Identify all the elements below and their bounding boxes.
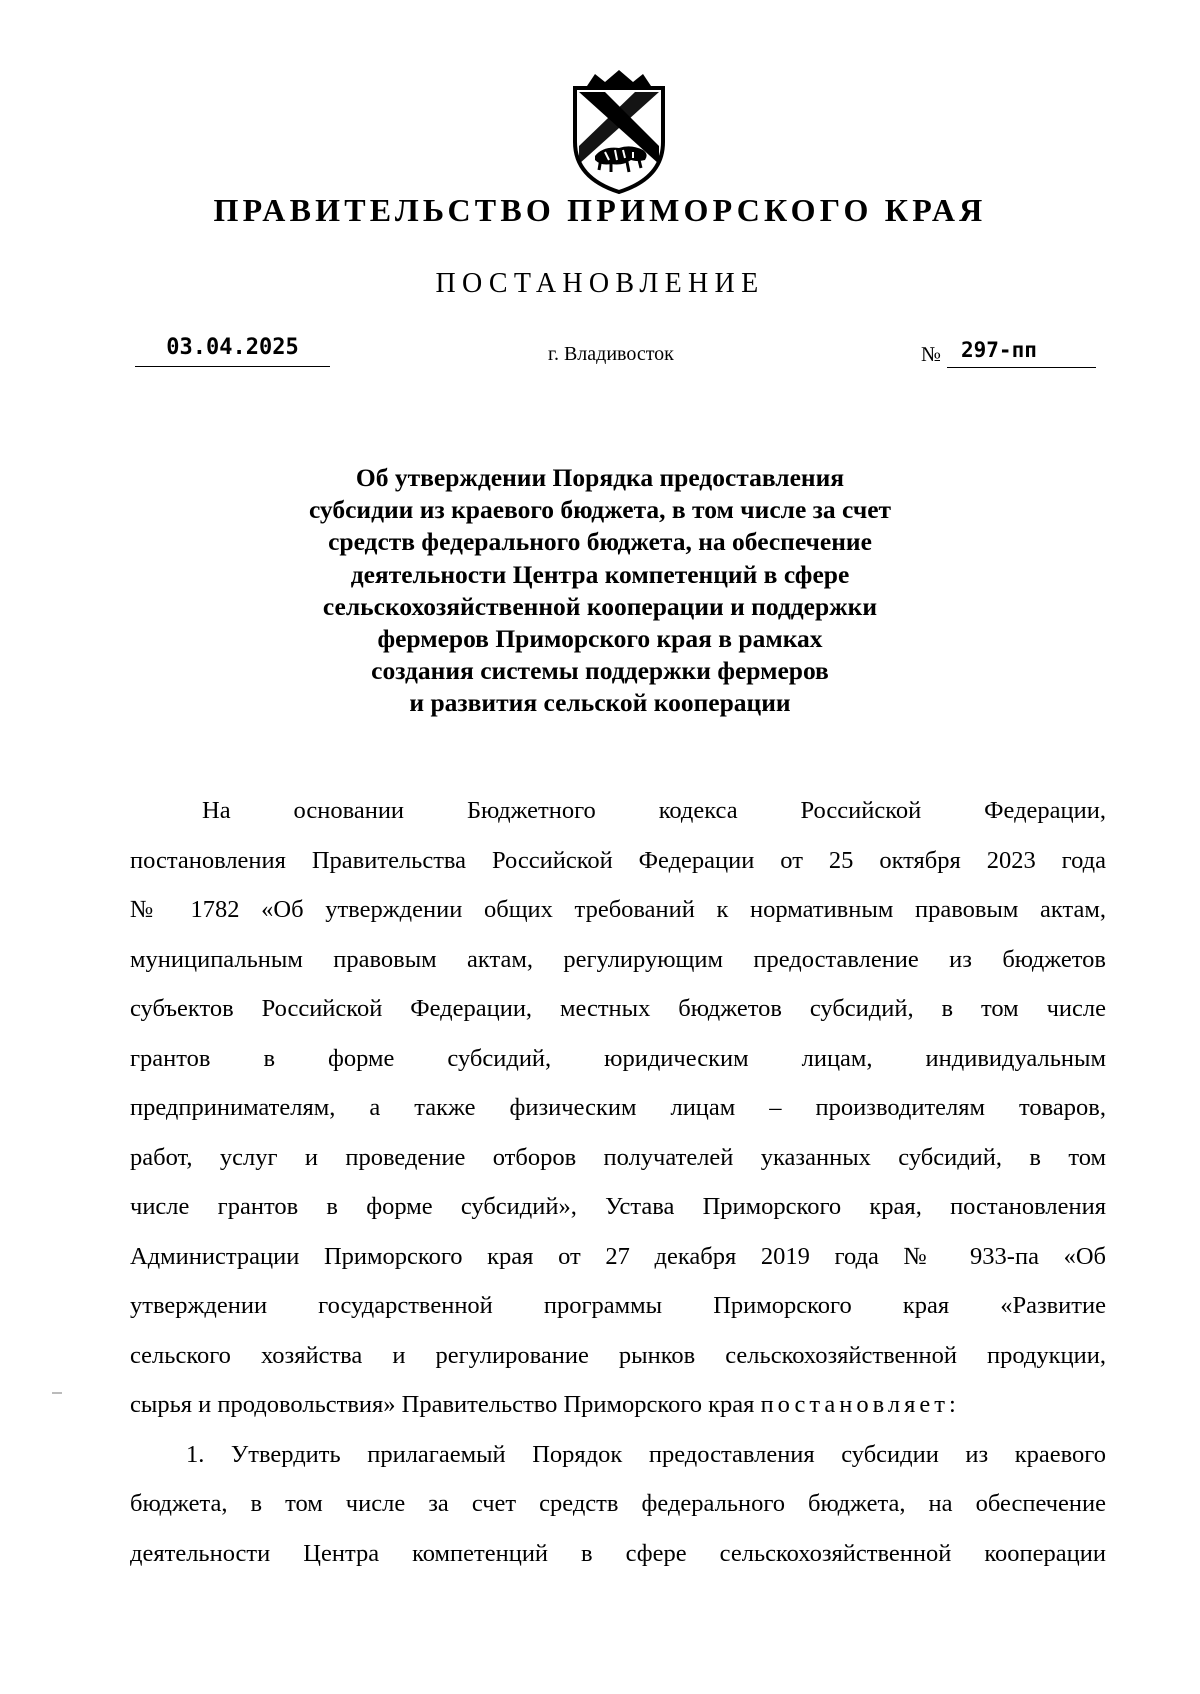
document-number: 297-пп: [947, 334, 1096, 368]
heading-line: создания системы поддержки фермеров: [371, 656, 829, 686]
heading-line: деятельности Центра компетенций в сфере: [350, 559, 850, 589]
body-line: предпринимателям, а также физическим лицам – производителям товаров,: [130, 1094, 1106, 1121]
body-line: Администрации Приморского края от 27 декабря 2019 года № 933-па «Об: [130, 1242, 1106, 1270]
body-line: № 1782 «Об утверждении общих требований к нормативным правовым актам,: [130, 896, 1106, 923]
document-city: г. Владивосток: [548, 343, 674, 365]
body-line: 1. Утвердить прилагаемый Порядок предоставления субсидии из краевого: [186, 1440, 1106, 1468]
organization-title: ПРАВИТЕЛЬСТВО ПРИМОРСКОГО КРАЯ: [213, 192, 987, 228]
document-body: [130, 786, 1106, 1578]
resolves-word: постановляет:: [760, 1391, 960, 1418]
heading-line: и развития сельской кооперации: [409, 688, 791, 718]
scan-mark: [52, 1392, 62, 1394]
number-sign: №: [921, 342, 942, 366]
body-line: субъектов Российской Федерации, местных бюджетов субсидий, в том числе: [130, 995, 1106, 1022]
body-line: работ, услуг и проведение отборов получателей указанных субсидий, в том: [130, 1143, 1106, 1171]
document-type: ПОСТАНОВЛЕНИЕ: [435, 268, 765, 299]
body-line: постановления Правительства Российской Федерации от 25 октября 2023 года: [130, 846, 1106, 874]
body-line: бюджета, в том числе за счет средств федерального бюджета, на обеспечение: [130, 1490, 1106, 1517]
body-line: утверждении государственной программы Приморского края «Развитие: [130, 1292, 1106, 1319]
heading-line: субсидии из краевого бюджета, в том числе за счет: [308, 495, 892, 525]
body-line: деятельности Центра компетенций в сфере сельскохозяйственной кооперации: [130, 1539, 1106, 1567]
body-line: муниципальным правовым актам, регулирующим предоставление из бюджетов: [130, 945, 1106, 973]
heading-line: Об утверждении Порядка предоставления: [355, 463, 845, 492]
document-number-block: [921, 334, 1096, 368]
body-line: числе грантов в форме субсидий», Устава Приморского края, постановления: [130, 1193, 1106, 1220]
document-heading: [230, 462, 970, 720]
body-line-text: сырья и продовольствия» Правительство Приморского края: [130, 1391, 755, 1418]
body-line-resolves: [130, 1380, 1106, 1430]
heading-line: средств федерального бюджета, на обеспечение: [328, 527, 872, 557]
coat-of-arms-icon: [565, 68, 673, 194]
body-line: грантов в форме субсидий, юридическим лицам, индивидуальным: [130, 1044, 1106, 1072]
document-date: 03.04.2025: [135, 332, 330, 367]
body-line: На основании Бюджетного кодекса Российской Федерации,: [202, 797, 1106, 824]
heading-line: сельскохозяйственной кооперации и поддержки: [322, 591, 878, 621]
heading-line: фермеров Приморского края в рамках: [377, 624, 823, 654]
body-line: сельского хозяйства и регулирование рынков сельскохозяйственной продукции,: [130, 1341, 1106, 1369]
